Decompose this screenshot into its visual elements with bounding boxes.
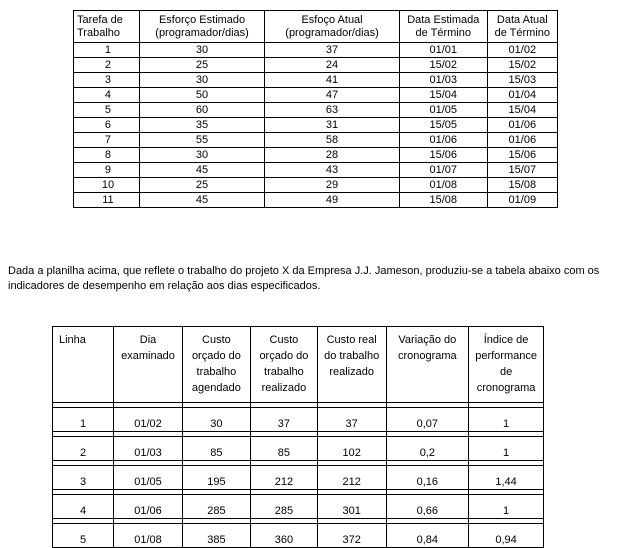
indicators-table-header-text: Linha (59, 334, 86, 346)
indicators-table (52, 326, 544, 548)
indicators-table-header-text: realizado (261, 382, 307, 394)
indicators-table-header-row (53, 327, 544, 403)
indicators-table-cell: 1 (469, 437, 544, 461)
indicators-table-header-cell (469, 327, 544, 403)
effort-table-cell: 9 (74, 163, 140, 178)
effort-table-row (74, 103, 558, 118)
effort-table-row (74, 58, 558, 73)
indicators-table-cell: 285 (250, 495, 317, 519)
indicators-table-cell: 4 (53, 495, 114, 519)
effort-table-header-cell (74, 11, 140, 43)
indicators-table-cell: 301 (317, 495, 386, 519)
effort-table-body (74, 43, 558, 208)
effort-table-cell: 37 (265, 43, 400, 58)
indicators-table-cell: 0,16 (386, 466, 469, 490)
effort-table-cell: 2 (74, 58, 140, 73)
effort-table-header-row (74, 11, 558, 43)
indicators-table-header-text: performance (475, 350, 537, 362)
indicators-table-cell: 102 (317, 437, 386, 461)
indicators-table-cell: 01/03 (114, 437, 183, 461)
indicators-table-header-text: de (499, 366, 513, 378)
effort-table-cell: 10 (74, 178, 140, 193)
indicators-table-header-text: cronograma (476, 382, 536, 394)
indicators-table-header-cell (114, 327, 183, 403)
indicators-table-row (53, 437, 544, 461)
effort-table-header-text: Esforço Estimado (158, 13, 246, 26)
indicators-table-header-text: do trabalho (324, 350, 380, 362)
effort-table-cell: 25 (139, 58, 264, 73)
effort-table-row (74, 118, 558, 133)
effort-table-cell: 15/06 (399, 148, 487, 163)
effort-table-cell: 15/07 (487, 163, 557, 178)
indicators-table-cell: 85 (250, 437, 317, 461)
effort-table-header-text: Trabalho (77, 26, 121, 39)
indicators-table-cell: 1 (469, 408, 544, 432)
effort-table-cell: 15/04 (399, 88, 487, 103)
indicators-table-cell: 212 (250, 466, 317, 490)
indicators-table-row (53, 524, 544, 548)
indicators-table-header-text: Variação do (398, 334, 457, 346)
effort-table-cell: 15/06 (487, 148, 557, 163)
effort-table-cell: 8 (74, 148, 140, 163)
indicators-table-header-text: Dia (139, 334, 157, 346)
effort-table-cell: 15/03 (487, 73, 557, 88)
indicators-table-cell: 285 (182, 495, 250, 519)
effort-table-cell: 15/02 (399, 58, 487, 73)
effort-table-cell: 31 (265, 118, 400, 133)
indicators-table-cell: 385 (182, 524, 250, 548)
indicators-table-cell: 1 (469, 495, 544, 519)
effort-table-cell: 15/08 (399, 193, 487, 208)
effort-table-cell: 58 (265, 133, 400, 148)
effort-table-cell: 15/08 (487, 178, 557, 193)
indicators-table-cell: 01/08 (114, 524, 183, 548)
effort-table-cell: 30 (139, 148, 264, 163)
indicators-table-header-cell (317, 327, 386, 403)
indicators-table-header-text: trabalho (196, 366, 237, 378)
effort-table-header-text: (programador/dias) (155, 26, 249, 39)
indicators-table-header-text: Custo (202, 334, 231, 346)
effort-table-cell: 01/05 (399, 103, 487, 118)
effort-table-cell: 01/06 (487, 133, 557, 148)
effort-table-row (74, 148, 558, 163)
effort-table-header-cell (399, 11, 487, 43)
effort-table-cell: 45 (139, 193, 264, 208)
indicators-table-cell: 195 (182, 466, 250, 490)
indicators-table-cell: 372 (317, 524, 386, 548)
effort-table-row (74, 88, 558, 103)
indicators-table-header-text: realizado (329, 366, 374, 378)
indicators-table-cell: 37 (317, 408, 386, 432)
effort-table-cell: 01/02 (487, 43, 557, 58)
effort-table-cell: 45 (139, 163, 264, 178)
effort-table-cell: 01/01 (399, 43, 487, 58)
effort-table-cell: 4 (74, 88, 140, 103)
indicators-table-header-text: agendado (191, 382, 241, 394)
indicators-table-header-cell (250, 327, 317, 403)
effort-table-cell: 1 (74, 43, 140, 58)
effort-table (73, 10, 558, 208)
effort-table-cell: 01/08 (399, 178, 487, 193)
indicators-table-cell: 3 (53, 466, 114, 490)
indicators-table-row (53, 495, 544, 519)
effort-table-cell: 30 (139, 73, 264, 88)
effort-table-cell: 35 (139, 118, 264, 133)
effort-table-cell: 6 (74, 118, 140, 133)
indicators-table-cell: 5 (53, 524, 114, 548)
effort-table-cell: 11 (74, 193, 140, 208)
effort-table-cell: 3 (74, 73, 140, 88)
effort-table-cell: 01/06 (399, 133, 487, 148)
effort-table-header-text: Data Atual (496, 13, 548, 26)
indicators-table-cell: 360 (250, 524, 317, 548)
effort-table-cell: 55 (139, 133, 264, 148)
indicators-table-cell: 0,07 (386, 408, 469, 432)
effort-table-cell: 30 (139, 43, 264, 58)
indicators-table-cell: 01/06 (114, 495, 183, 519)
indicators-table-cell: 1 (53, 408, 114, 432)
indicators-table-header-text: trabalho (264, 366, 304, 378)
effort-table-cell: 63 (265, 103, 400, 118)
effort-table-header-text: Data Estimada (407, 13, 480, 26)
effort-table-header-text: Tarefa de (77, 13, 123, 26)
indicators-table-header-text: Índice de (483, 334, 529, 346)
effort-table-cell: 50 (139, 88, 264, 103)
indicators-table-cell: 2 (53, 437, 114, 461)
effort-table-row (74, 73, 558, 88)
effort-table-cell: 01/07 (399, 163, 487, 178)
effort-table-cell: 01/09 (487, 193, 557, 208)
indicators-table-cell: 85 (182, 437, 250, 461)
indicators-table-cell: 0,66 (386, 495, 469, 519)
indicators-table-header-text: orçado do (191, 350, 241, 362)
effort-table-cell: 15/04 (487, 103, 557, 118)
effort-table-cell: 25 (139, 178, 264, 193)
indicators-table-cell: 1,44 (469, 466, 544, 490)
effort-table-cell: 47 (265, 88, 400, 103)
indicators-table-header-cell (53, 327, 114, 403)
indicators-table-row (53, 466, 544, 490)
indicators-table-header-text: cronograma (397, 350, 457, 362)
indicators-table-cell: 01/02 (114, 408, 183, 432)
effort-table-cell: 01/04 (487, 88, 557, 103)
indicators-table-cell: 0,84 (386, 524, 469, 548)
effort-table-header-text: de Término (415, 26, 471, 39)
description-paragraph: Dada a planilha acima, que reflete o trabalho do projeto X da Empresa J.J. Jameson, produziu-se a tabela abaixo com os indicadores de desempenho em relação aos dias especificados. (8, 265, 600, 292)
effort-table-cell: 5 (74, 103, 140, 118)
effort-table-cell: 01/03 (399, 73, 487, 88)
effort-table-cell: 60 (139, 103, 264, 118)
effort-table-header-text: (programador/dias) (285, 26, 379, 39)
effort-table-row (74, 133, 558, 148)
effort-table-header-cell (487, 11, 557, 43)
effort-table-row (74, 193, 558, 208)
effort-table-header-cell (265, 11, 400, 43)
effort-table-header-text: Esfoço Atual (301, 13, 363, 26)
indicators-table-cell: 0,2 (386, 437, 469, 461)
indicators-table-cell: 212 (317, 466, 386, 490)
indicators-table-header-cell (386, 327, 469, 403)
indicators-table-cell: 0,94 (469, 524, 544, 548)
effort-table-cell: 49 (265, 193, 400, 208)
indicators-table-cell: 30 (182, 408, 250, 432)
effort-table-cell: 41 (265, 73, 400, 88)
indicators-table-body (53, 403, 544, 548)
effort-table-row (74, 43, 558, 58)
indicators-table-cell: 01/05 (114, 466, 183, 490)
indicators-table-header-text: examinado (121, 350, 175, 362)
indicators-table-header-text: Custo (269, 334, 299, 346)
effort-table-cell: 7 (74, 133, 140, 148)
effort-table-cell: 28 (265, 148, 400, 163)
effort-table-cell: 24 (265, 58, 400, 73)
indicators-table-cell: 37 (250, 408, 317, 432)
indicators-table-header-cell (182, 327, 250, 403)
effort-table-cell: 01/06 (487, 118, 557, 133)
effort-table-cell: 15/02 (487, 58, 557, 73)
effort-table-cell: 29 (265, 178, 400, 193)
effort-table-row (74, 163, 558, 178)
effort-table-header-cell (139, 11, 264, 43)
indicators-table-header-text: Custo real (326, 334, 377, 346)
indicators-table-row (53, 408, 544, 432)
effort-table-cell: 43 (265, 163, 400, 178)
effort-table-cell: 15/05 (399, 118, 487, 133)
effort-table-header-text: de Término (494, 26, 551, 39)
indicators-table-header-text: orçado do (259, 350, 309, 362)
effort-table-row (74, 178, 558, 193)
